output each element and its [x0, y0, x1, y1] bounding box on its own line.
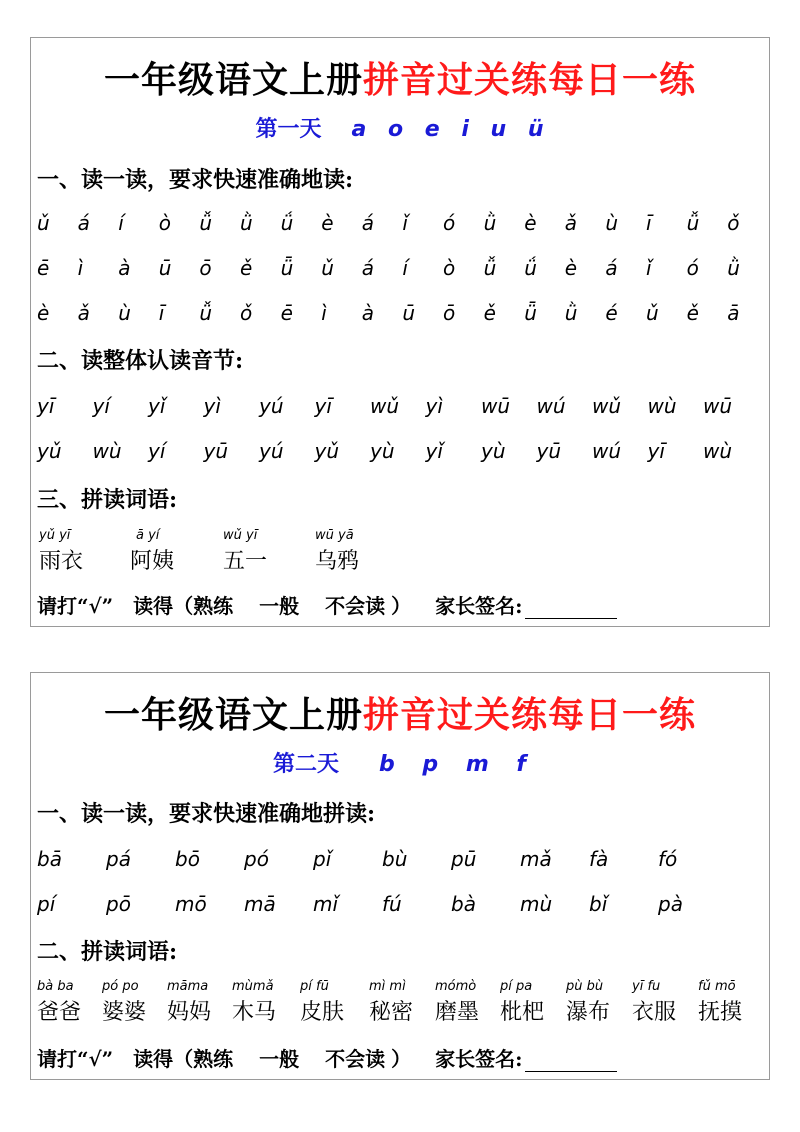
- pinyin-syllable: è: [564, 256, 578, 280]
- word-hanzi: 阿姨: [130, 549, 175, 574]
- footer-prompt: 请打“√”: [37, 594, 114, 618]
- pinyin-syllable: ǔ: [37, 211, 50, 235]
- pinyin-syllable: ǖ: [280, 256, 294, 280]
- pinyin-syllable: pū: [451, 847, 477, 871]
- word-pinyin: yǔ yī: [39, 528, 71, 543]
- footer-read: 读得（: [133, 594, 194, 618]
- word-pinyin: mì mì: [369, 979, 406, 994]
- title-red: 拼音过关练每日一练: [363, 59, 697, 101]
- pinyin-syllable: yù: [481, 439, 506, 463]
- pinyin-syllable: yú: [259, 439, 284, 463]
- parent-signature-line[interactable]: [525, 600, 617, 619]
- footer-close: ）: [391, 1047, 412, 1071]
- pinyin-syllable: wū: [481, 394, 511, 418]
- word-hanzi: 磨墨: [435, 1000, 480, 1025]
- parent-signature-line[interactable]: [525, 1053, 617, 1072]
- pinyin-syllable: yī: [37, 394, 55, 418]
- word-hanzi: 枇杷: [500, 1000, 545, 1025]
- pinyin-syllable: ū: [402, 301, 416, 325]
- pinyin-syllable: ō: [199, 256, 212, 280]
- pinyin-syllable: í: [402, 256, 408, 280]
- word-hanzi: 婆婆: [102, 1000, 147, 1025]
- pinyin-syllable: ǎ: [564, 211, 578, 235]
- pinyin-syllable: ó: [443, 211, 456, 235]
- word-pinyin: mùmǎ: [232, 979, 274, 994]
- section-heading-read: 一、读一读，要求快速准确地读:: [37, 167, 354, 193]
- day-label: 第一天: [255, 116, 322, 142]
- pinyin-syllable: è: [37, 301, 50, 325]
- pinyin-syllable: mā: [244, 892, 276, 916]
- word-hanzi: 抚摸: [698, 1000, 743, 1025]
- pinyin-syllable: ǜ: [240, 211, 253, 235]
- option-cannot-read[interactable]: 不会读: [325, 594, 386, 618]
- pinyin-syllable: ǖ: [524, 301, 537, 325]
- footer-close: ）: [391, 594, 412, 618]
- pinyin-syllable: yú: [259, 394, 284, 418]
- word-pinyin: pí fū: [300, 979, 329, 994]
- pinyin-syllable: ǘ: [280, 211, 294, 235]
- pinyin-syllable: ě: [686, 301, 699, 325]
- pinyin-syllable: fó: [658, 847, 678, 871]
- day-subtitle: [31, 747, 769, 778]
- syllable-row-1: [31, 391, 771, 421]
- word-pinyin: pí pa: [500, 979, 533, 994]
- pinyin-syllable: é: [605, 301, 618, 325]
- pinyin-syllable: ā: [727, 301, 740, 325]
- pinyin-syllable: yí: [148, 439, 166, 463]
- word-hanzi: 皮肤: [300, 1000, 345, 1025]
- pinyin-syllable: pà: [658, 892, 683, 916]
- worksheet-title: [31, 687, 769, 738]
- self-check-footer: [37, 590, 617, 619]
- section-heading-read: 一、读一读，要求快速准确地拼读:: [37, 801, 376, 827]
- pinyin-syllable: ǐ: [402, 211, 408, 235]
- day-subtitle: [31, 112, 769, 143]
- word-pinyin: wǔ yī: [223, 528, 258, 543]
- pinyin-syllable: à: [118, 256, 131, 280]
- self-check-footer: [37, 1043, 617, 1072]
- pinyin-syllable: ǚ: [199, 301, 213, 325]
- tone-row-3: [31, 298, 771, 328]
- word-pinyin: pó po: [102, 979, 139, 994]
- pinyin-syllable: á: [605, 256, 618, 280]
- pinyin-syllable: ī: [158, 301, 165, 325]
- word-pinyin: māma: [167, 979, 209, 994]
- pinyin-syllable: á: [361, 211, 375, 235]
- pinyin-syllable: ǜ: [564, 301, 578, 325]
- word-pinyin: wū yā: [315, 528, 354, 543]
- tone-row-1: [31, 208, 771, 238]
- pinyin-syllable: ù: [118, 301, 131, 325]
- pinyin-syllable: ō: [443, 301, 456, 325]
- day-label: 第二天: [273, 751, 340, 777]
- word-hanzi: 妈妈: [167, 1000, 212, 1025]
- pinyin-syllable: bā: [37, 847, 62, 871]
- day1-card: [30, 37, 770, 627]
- word-pinyin: pù bù: [566, 979, 604, 994]
- pinyin-syllable: wú: [592, 439, 622, 463]
- pinyin-syllable: ī: [646, 211, 652, 235]
- pinyin-syllable: fà: [589, 847, 609, 871]
- pinyin-syllable: yǐ: [148, 394, 166, 418]
- syllable-row-2: [31, 889, 771, 919]
- pinyin-syllable: è: [524, 211, 537, 235]
- pinyin-syllable: yī: [647, 439, 665, 463]
- footer-read: 读得（: [133, 1047, 194, 1071]
- pinyin-syllable: ǚ: [483, 256, 497, 280]
- pinyin-syllable: mǎ: [520, 847, 552, 871]
- section-heading-syllables: 二、读整体认读音节:: [37, 348, 244, 374]
- pinyin-syllable: wǔ: [592, 394, 622, 418]
- word-pinyin: fǔ mō: [698, 979, 736, 994]
- pinyin-syllable: wǔ: [370, 394, 400, 418]
- pinyin-syllable: yí: [92, 394, 110, 418]
- worksheet-title: [31, 52, 769, 103]
- parent-signature-label: 家长签名:: [435, 594, 523, 618]
- pinyin-syllable: ē: [280, 301, 293, 325]
- pinyin-syllable: ì: [321, 301, 327, 325]
- pinyin-syllable: pó: [244, 847, 269, 871]
- pinyin-syllable: pí: [37, 892, 56, 916]
- pinyin-syllable: wú: [536, 394, 566, 418]
- pinyin-syllable: ì: [77, 256, 84, 280]
- word-hanzi: 木马: [232, 1000, 277, 1025]
- pinyin-syllable: á: [361, 256, 375, 280]
- pinyin-syllable: ǜ: [483, 211, 497, 235]
- pinyin-syllable: è: [321, 211, 334, 235]
- pinyin-syllable: wù: [703, 439, 733, 463]
- pinyin-syllable: mù: [520, 892, 553, 916]
- pinyin-syllable: ǒ: [727, 211, 740, 235]
- title-black: 一年级语文上册: [103, 694, 363, 736]
- pinyin-syllable: yī: [314, 394, 332, 418]
- word-hanzi: 瀑布: [566, 1000, 611, 1025]
- word-pinyin: bà ba: [37, 979, 74, 994]
- pinyin-syllable: bù: [382, 847, 408, 871]
- option-average[interactable]: 一般: [259, 594, 300, 618]
- pinyin-syllable: ǎ: [77, 301, 90, 325]
- pinyin-syllable: ò: [158, 211, 172, 235]
- pinyin-syllable: pá: [106, 847, 131, 871]
- day-letters: b p m f: [379, 752, 527, 777]
- pinyin-syllable: ù: [605, 211, 619, 235]
- title-black: 一年级语文上册: [103, 59, 363, 101]
- pinyin-syllable: ǘ: [524, 256, 537, 280]
- pinyin-syllable: á: [77, 211, 90, 235]
- option-fluent[interactable]: 熟练: [193, 594, 234, 618]
- word-hanzi: 秘密: [369, 1000, 414, 1025]
- pinyin-syllable: ǒ: [240, 301, 253, 325]
- word-hanzi: 乌鸦: [315, 549, 360, 574]
- pinyin-syllable: ǐ: [646, 256, 652, 280]
- pinyin-syllable: bà: [451, 892, 476, 916]
- pinyin-syllable: yū: [203, 439, 229, 463]
- pinyin-syllable: yǔ: [314, 439, 340, 463]
- footer-prompt: 请打“√”: [37, 1047, 114, 1071]
- word-hanzi: 雨衣: [39, 549, 84, 574]
- section-heading-words: 二、拼读词语:: [37, 939, 178, 965]
- pinyin-syllable: ě: [240, 256, 253, 280]
- pinyin-syllable: ó: [686, 256, 699, 280]
- pinyin-syllable: ò: [443, 256, 456, 280]
- pinyin-syllable: ǔ: [646, 301, 659, 325]
- word-hanzi: 爸爸: [37, 1000, 82, 1025]
- pinyin-syllable: yù: [370, 439, 395, 463]
- pinyin-syllable: wū: [703, 394, 733, 418]
- pinyin-syllable: ǚ: [199, 211, 213, 235]
- pinyin-syllable: wù: [92, 439, 122, 463]
- pinyin-syllable: yì: [425, 394, 443, 418]
- title-red: 拼音过关练每日一练: [363, 694, 697, 736]
- word-pinyin: ā yí: [136, 528, 160, 543]
- pinyin-syllable: yì: [203, 394, 221, 418]
- pinyin-syllable: ǔ: [321, 256, 334, 280]
- pinyin-syllable: ě: [483, 301, 496, 325]
- pinyin-syllable: ǜ: [727, 256, 740, 280]
- pinyin-syllable: pō: [106, 892, 131, 916]
- tone-row-2: [31, 253, 771, 283]
- pinyin-syllable: í: [118, 211, 124, 235]
- word-pinyin: mómò: [435, 979, 477, 994]
- pinyin-syllable: ē: [37, 256, 50, 280]
- parent-signature-label: 家长签名:: [435, 1047, 523, 1071]
- pinyin-syllable: pǐ: [313, 847, 332, 871]
- pinyin-syllable: yǐ: [425, 439, 443, 463]
- day2-card: [30, 672, 770, 1080]
- word-hanzi: 五一: [223, 549, 268, 574]
- option-fluent[interactable]: 熟练: [193, 1047, 234, 1071]
- syllable-row-2: [31, 436, 771, 466]
- pinyin-syllable: mō: [175, 892, 207, 916]
- option-cannot-read[interactable]: 不会读: [325, 1047, 386, 1071]
- pinyin-syllable: ū: [158, 256, 172, 280]
- word-hanzi: 衣服: [632, 1000, 677, 1025]
- section-heading-words: 三、拼读词语:: [37, 487, 178, 513]
- syllable-row-1: [31, 844, 771, 874]
- pinyin-syllable: ǚ: [686, 211, 700, 235]
- word-pinyin: yī fu: [632, 979, 661, 994]
- option-average[interactable]: 一般: [259, 1047, 300, 1071]
- pinyin-syllable: mǐ: [313, 892, 339, 916]
- pinyin-syllable: à: [361, 301, 375, 325]
- pinyin-syllable: yǔ: [37, 439, 62, 463]
- pinyin-syllable: fú: [382, 892, 402, 916]
- pinyin-syllable: bō: [175, 847, 200, 871]
- pinyin-syllable: wù: [647, 394, 677, 418]
- day-letters: a o e i u ü: [351, 117, 545, 142]
- pinyin-syllable: yū: [536, 439, 562, 463]
- pinyin-syllable: bǐ: [589, 892, 608, 916]
